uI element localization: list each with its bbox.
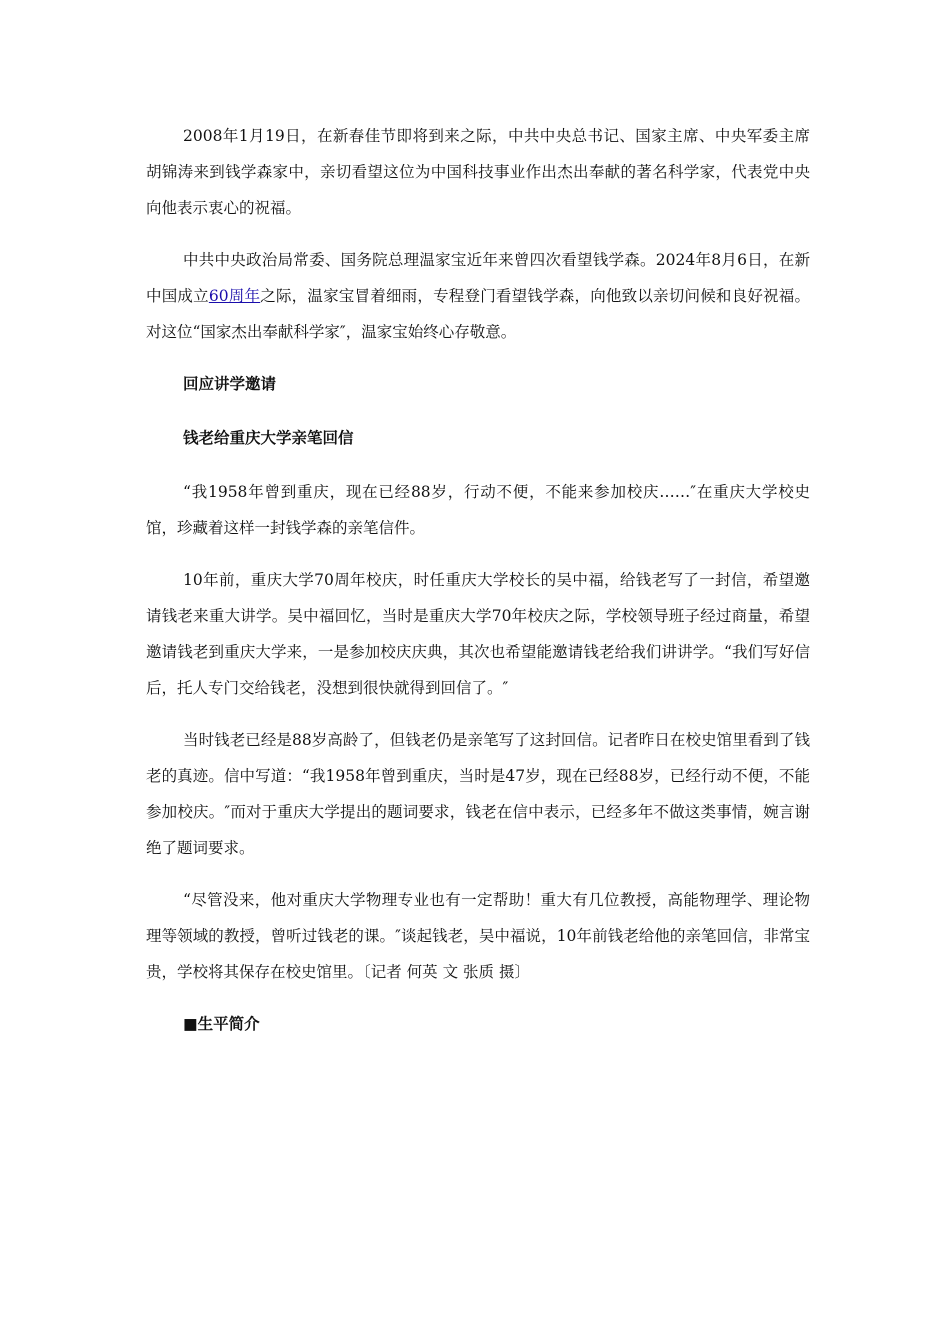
- section-heading-lecture-invitation: 回应讲学邀请: [183, 375, 277, 393]
- paragraph-hu-visit: 2008年1月19日，在新春佳节即将到来之际，中共中央总书记、国家主席、中央军委主席胡锦涛来到钱学森家中，亲切看望这位为中国科技事业作出杰出奉献的著名科学家，代表党中央向他表示衷心的祝福。: [146, 127, 810, 217]
- section-heading-letter: 钱老给重庆大学亲笔回信: [183, 429, 354, 447]
- paragraph-wen-visit-text-end: 之际，温家宝冒着细雨，专程登门看望钱学森，向他致以亲切问候和良好祝福。对这位“国家杰出奉献科学家″，温家宝始终心存敬意。: [146, 287, 810, 341]
- document-body: [146, 118, 810, 1060]
- section-heading-biography: ■生平简介: [183, 1015, 260, 1033]
- paragraph-physics-help: “尽管没来，他对重庆大学物理专业也有一定帮助！重大有几位教授，高能物理学、理论物理等领域的教授，曾听过钱老的课。″谈起钱老，吴中福说，10年前钱老给他的亲笔回信，非常宝贵，学校将其保存在校史馆里。〔记者 何英 文 张质 摄〕: [146, 891, 810, 981]
- paragraph-wen-visit-text-start: 中共中央政治局常委、国务院总理温家宝近年来曾四次看望钱学森。2024年8月6日，在新中国成立: [146, 251, 810, 305]
- anniversary-link[interactable]: 60周年: [208, 287, 261, 305]
- paragraph-invitation-story: 10年前，重庆大学70周年校庆，时任重庆大学校长的吴中福，给钱老写了一封信，希望邀请钱老来重大讲学。吴中福回忆，当时是重庆大学70年校庆之际，学校领导班子经过商量，希望邀请钱老到重庆大学来，一是参加校庆庆典，其次也希望能邀请钱老给我们讲讲学。“我们写好信后，托人专门交给钱老，没想到很快就得到回信了。″: [146, 571, 810, 697]
- paragraph-letter-quote: “我1958年曾到重庆，现在已经88岁，行动不便，不能来参加校庆……″在重庆大学校史馆，珍藏着这样一封钱学森的亲笔信件。: [146, 483, 810, 537]
- paragraph-wen-visit: [146, 242, 810, 350]
- paragraph-letter-content: 当时钱老已经是88岁高龄了，但钱老仍是亲笔写了这封回信。记者昨日在校史馆里看到了钱老的真迹。信中写道：“我1958年曾到重庆，当时是47岁，现在已经88岁，已经行动不便，不能参加校庆。″而对于重庆大学提出的题词要求，钱老在信中表示，已经多年不做这类事情，婉言谢绝了题词要求。: [146, 731, 810, 857]
